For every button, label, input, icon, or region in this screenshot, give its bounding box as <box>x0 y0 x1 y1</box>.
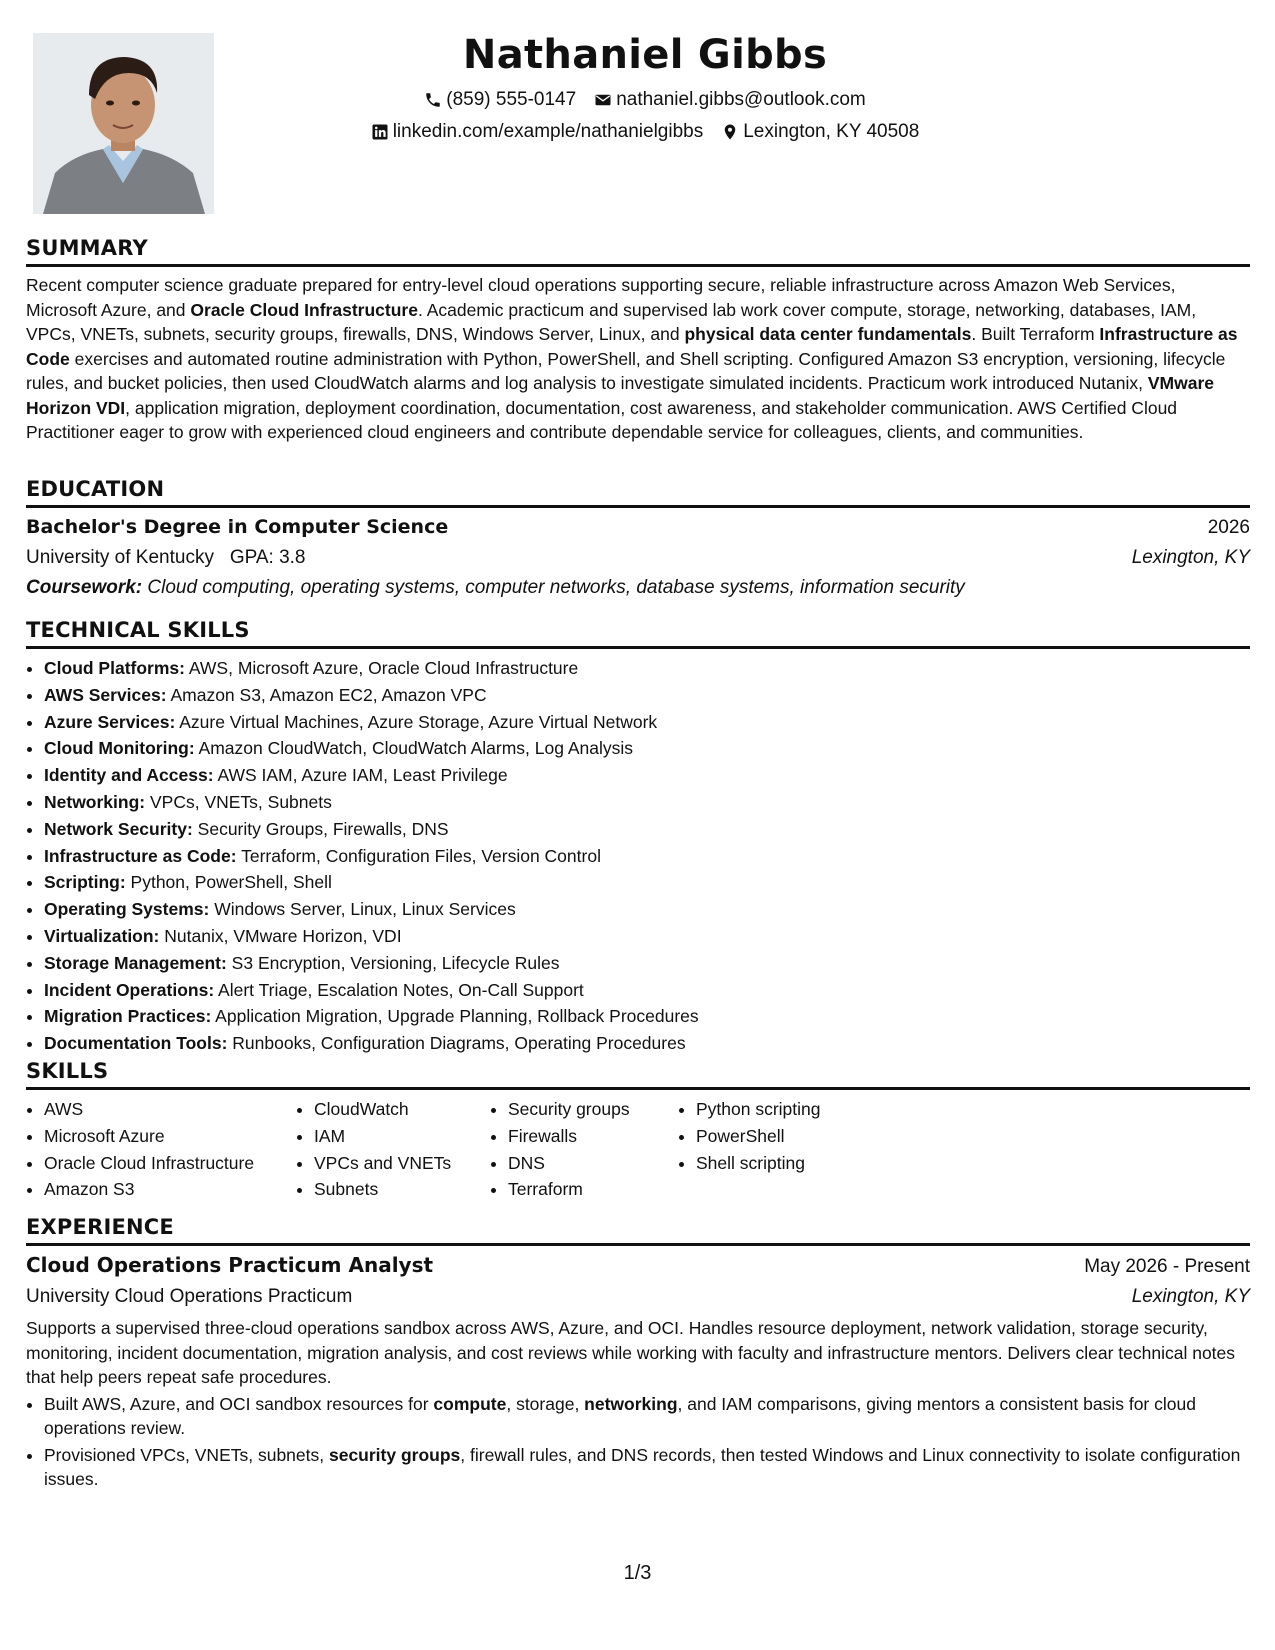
skills-column <box>678 1096 896 1203</box>
skill-item: • Python scripting <box>696 1096 896 1123</box>
section-title-skills: SKILLS <box>26 1057 1250 1090</box>
linkedin-text[interactable]: linkedin.com/example/nathanielgibbs <box>392 121 704 142</box>
skill-category-values: Windows Server, Linux, Linux Services <box>209 899 516 920</box>
contact-linkedin[interactable] <box>371 116 704 148</box>
skill-category-values: Python, PowerShell, Shell <box>125 872 332 893</box>
text-run: . Academic practicum and supervised lab work cover compute, storage, networking, databases, IAM, VPCs, VNETs, subnets, security groups, firewalls, DNS, Windows Server, Linux, and <box>26 299 1197 344</box>
skill-category-label: Cloud Monitoring: <box>44 738 195 759</box>
skill-category-values: Alert Triage, Escalation Notes, On-Call Support <box>214 979 584 1000</box>
skill-category-label: Scripting: <box>44 872 126 893</box>
job-row-2 <box>26 1282 1250 1312</box>
skill-item: • Microsoft Azure <box>44 1123 296 1150</box>
skill-category-label: Documentation Tools: <box>44 1033 228 1054</box>
skill-category-label: Identity and Access: <box>44 765 214 786</box>
candidate-name: Nathaniel Gibbs <box>462 32 828 78</box>
skill-item: • Subnets <box>314 1176 490 1203</box>
linkedin-icon <box>371 123 389 141</box>
bold-text: VMware Horizon VDI <box>26 373 1215 418</box>
technical-skill-item <box>44 762 1250 789</box>
section-title-technical-skills: TECHNICAL SKILLS <box>26 616 1250 649</box>
skills-column <box>296 1096 490 1203</box>
technical-skill-item <box>44 682 1250 709</box>
technical-skill-item <box>44 789 1250 816</box>
skill-category-values: Application Migration, Upgrade Planning, Rollback Procedures <box>211 1006 699 1027</box>
skill-category-label: Virtualization: <box>44 925 160 946</box>
skill-category-values: Amazon S3, Amazon EC2, Amazon VPC <box>166 684 487 705</box>
skill-item: • AWS <box>44 1096 296 1123</box>
skill-item: • Oracle Cloud Infrastructure <box>44 1150 296 1177</box>
text-run: , application migration, deployment coordination, documentation, cost awareness, and stakeholder communication. AWS Certified Cloud Practitioner eager to grow with experienced cloud engineers and contribute dependable service for colleagues, clients, and communities. <box>26 397 1178 442</box>
skill-category-values: Security Groups, Firewalls, DNS <box>192 818 449 839</box>
technical-skill-item <box>44 977 1250 1004</box>
person-portrait-icon <box>33 33 214 214</box>
education-row-2 <box>26 543 1250 573</box>
skill-category-values: Terraform, Configuration Files, Version Control <box>236 845 601 866</box>
skill-category-values: AWS IAM, Azure IAM, Least Privilege <box>213 765 508 786</box>
email-text[interactable]: nathaniel.gibbs@outlook.com <box>616 89 866 110</box>
summary-paragraph <box>26 273 1250 445</box>
technical-skill-item <box>44 923 1250 950</box>
text-run: Recent computer science graduate prepared for entry-level cloud operations supporting secure, reliable infrastructure across Amazon Web Services, Microsoft Azure, and <box>26 275 1176 320</box>
skill-category-label: Migration Practices: <box>44 1006 212 1027</box>
skill-category-values: AWS, Microsoft Azure, Oracle Cloud Infrastructure <box>184 658 579 678</box>
skill-category-label: Infrastructure as Code: <box>44 845 237 866</box>
education-row-1 <box>26 512 1250 543</box>
bold-text: compute <box>433 1393 507 1414</box>
technical-skill-item <box>44 843 1250 870</box>
skill-item: • IAM <box>314 1123 490 1150</box>
skill-item: • Shell scripting <box>696 1150 896 1177</box>
job-title: Cloud Operations Practicum Analyst <box>26 1253 434 1277</box>
job-bullets <box>26 1392 1250 1492</box>
skill-category-label: Network Security: <box>44 818 193 839</box>
technical-skill-item <box>44 816 1250 843</box>
skill-item: • CloudWatch <box>314 1096 490 1123</box>
skill-item: • PowerShell <box>696 1123 896 1150</box>
skill-item: • Firewalls <box>508 1123 678 1150</box>
technical-skills-list <box>26 655 1250 1057</box>
skill-item: • Terraform <box>508 1176 678 1203</box>
technical-skill-item <box>44 709 1250 736</box>
skill-category-label: Incident Operations: <box>44 979 215 1000</box>
job-row-1 <box>26 1250 1250 1282</box>
coursework-label: Coursework: <box>26 577 143 598</box>
page-number: 1/3 <box>623 1562 652 1584</box>
text-run: Provisioned VPCs, VNETs, subnets, <box>44 1444 329 1465</box>
skill-category-label: AWS Services: <box>44 684 167 705</box>
skill-category-label: Cloud Platforms: <box>44 658 185 678</box>
skill-category-values: Amazon CloudWatch, CloudWatch Alarms, Log Analysis <box>194 738 634 759</box>
envelope-icon <box>594 91 612 109</box>
skill-category-label: Storage Management: <box>44 952 227 973</box>
skills-grid <box>26 1096 1250 1203</box>
skills-column <box>490 1096 678 1203</box>
bold-text: networking <box>584 1393 678 1414</box>
text-run: , and IAM comparisons, giving mentors a consistent basis for cloud operations review. <box>44 1393 1196 1438</box>
school-name: University of Kentucky <box>26 547 214 568</box>
bold-text: Oracle Cloud Infrastructure <box>190 299 418 320</box>
text-run: , firewall rules, and DNS records, then tested Windows and Linux connectivity to isolate configuration issues. <box>44 1444 1241 1489</box>
job-company: University Cloud Operations Practicum <box>26 1286 353 1307</box>
bold-text: Infrastructure as Code <box>26 324 1238 369</box>
technical-skill-item <box>44 1030 1250 1057</box>
experience-section <box>26 1213 1250 1494</box>
education-section <box>26 475 1250 603</box>
job-dates: May 2026 - Present <box>1084 1256 1250 1277</box>
summary-section <box>26 234 1250 445</box>
technical-skill-item <box>44 896 1250 923</box>
location-text: Lexington, KY 40508 <box>743 121 920 142</box>
bold-text: physical data center fundamentals <box>684 324 972 344</box>
skill-category-values: Runbooks, Configuration Diagrams, Operating Procedures <box>227 1033 686 1054</box>
map-pin-icon <box>721 123 739 141</box>
phone-text: (859) 555-0147 <box>446 89 577 110</box>
bold-text: security groups <box>328 1444 461 1465</box>
text-run: Built AWS, Azure, and OCI sandbox resources for <box>44 1393 434 1414</box>
gpa-value: GPA: 3.8 <box>229 547 306 568</box>
skills-column <box>26 1096 296 1203</box>
text-run: exercises and automated routine administration with Python, PowerShell, and Shell scripting. Configured Amazon S3 encryption, versioning, lifecycle rules, and bucket policies, then used CloudWatch alarms and log analysis to investigate simulated incidents. Practicum work introduced Nutanix, <box>26 348 1226 393</box>
skill-item: • VPCs and VNETs <box>314 1150 490 1177</box>
technical-skill-item <box>44 1003 1250 1030</box>
section-title-education: EDUCATION <box>26 475 1250 508</box>
skill-category-values: S3 Encryption, Versioning, Lifecycle Rules <box>226 952 560 973</box>
text-run: , storage, <box>506 1393 585 1414</box>
contact-phone <box>424 84 576 116</box>
graduation-year: 2026 <box>1207 517 1250 538</box>
skill-category-values: Nutanix, VMware Horizon, VDI <box>159 925 402 946</box>
technical-skills-section <box>26 616 1250 1057</box>
school-gpa <box>26 543 306 573</box>
phone-icon <box>424 91 442 109</box>
skill-item: • Security groups <box>508 1096 678 1123</box>
section-title-experience: EXPERIENCE <box>26 1213 1250 1246</box>
contact-row-1 <box>230 84 1060 116</box>
school-location: Lexington, KY <box>1131 547 1250 568</box>
skill-category-values: VPCs, VNETs, Subnets <box>145 791 332 812</box>
job-location: Lexington, KY <box>1131 1286 1250 1307</box>
job-bullet <box>44 1392 1250 1441</box>
skill-category-label: Operating Systems: <box>44 899 210 920</box>
skill-category-label: Networking: <box>44 791 146 812</box>
technical-skill-item <box>44 735 1250 762</box>
skills-section <box>26 1057 1250 1203</box>
technical-skill-item <box>44 950 1250 977</box>
text-run: . Built Terraform <box>971 324 1100 344</box>
job-bullet <box>44 1443 1250 1492</box>
contact-email[interactable] <box>594 84 866 116</box>
section-title-summary: SUMMARY <box>26 234 1250 267</box>
resume-header <box>230 18 1060 148</box>
coursework-list: Cloud computing, operating systems, computer networks, database systems, information security <box>147 577 965 598</box>
skill-item: • DNS <box>508 1150 678 1177</box>
profile-photo <box>33 33 214 214</box>
degree-name: Bachelor's Degree in Computer Science <box>26 516 449 538</box>
technical-skill-item <box>44 655 1250 682</box>
job-description: Supports a supervised three-cloud operations sandbox across AWS, Azure, and OCI. Handles resource deployment, network validation, storage security, monitoring, incident documentation, migration analysis, and cost reviews while working with faculty and infrastructure mentors. Delivers clear technical notes that help peers repeat safe procedures. <box>26 1318 1236 1387</box>
contact-location <box>721 116 919 148</box>
skill-category-label: Azure Services: <box>44 711 176 732</box>
technical-skill-item <box>44 869 1250 896</box>
skill-category-values: Azure Virtual Machines, Azure Storage, Azure Virtual Network <box>175 711 658 732</box>
contact-row-2 <box>230 116 1060 148</box>
skill-item: • Amazon S3 <box>44 1176 296 1203</box>
coursework-line <box>26 573 1250 603</box>
